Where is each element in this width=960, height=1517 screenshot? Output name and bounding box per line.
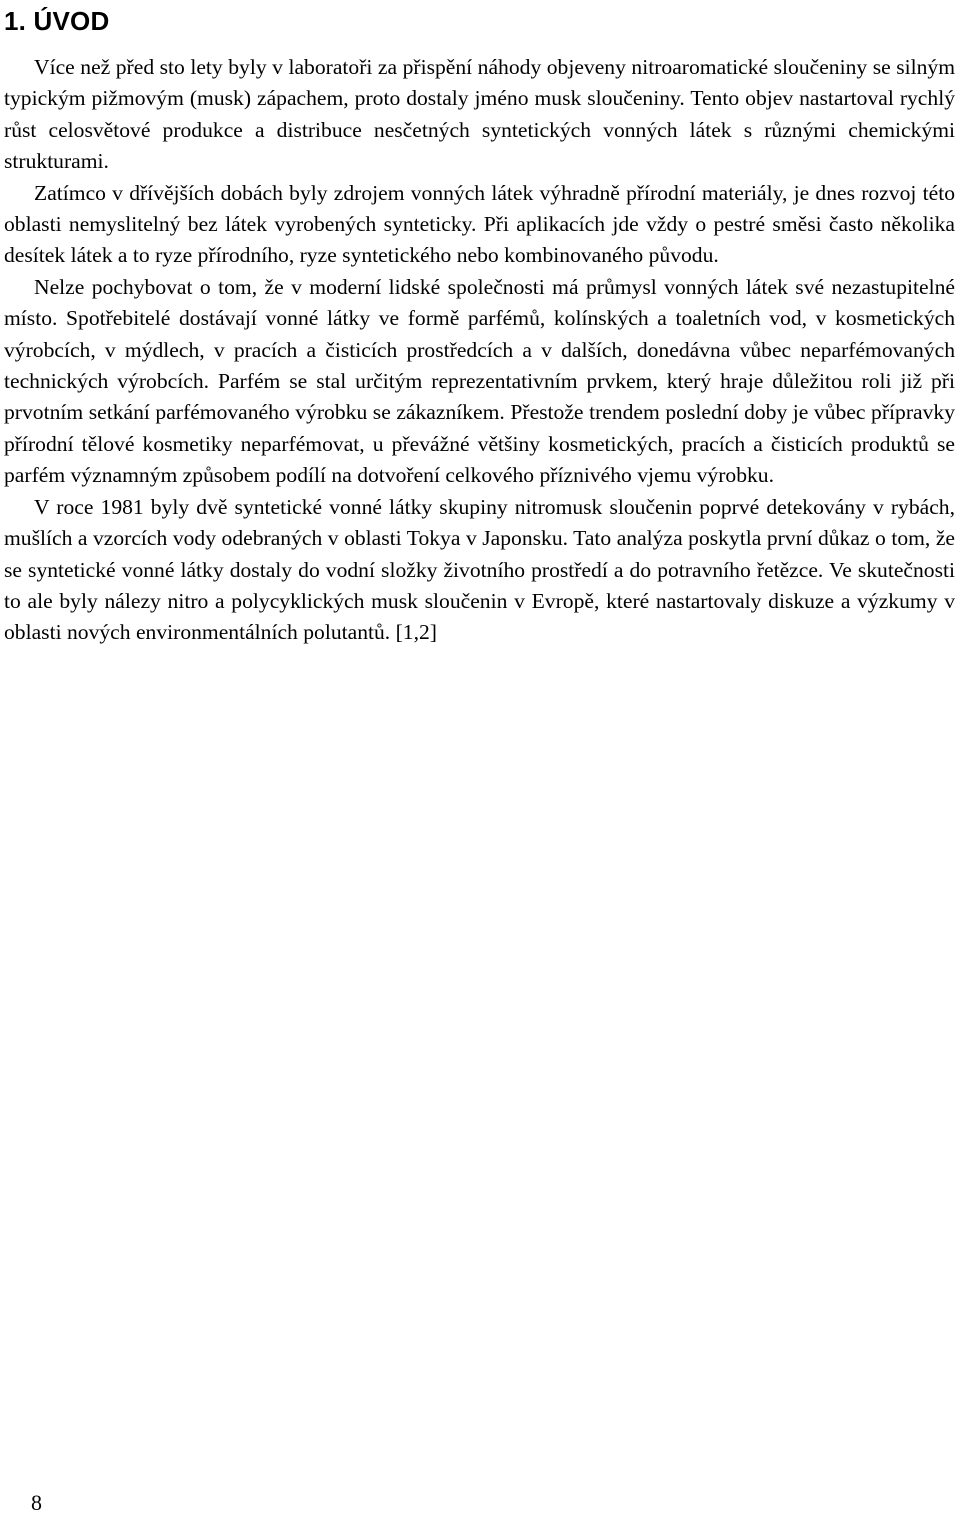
paragraph-sources: Zatímco v dřívějších dobách byly zdrojem vonných látek výhradně přírodní materiály, je dnes rozvoj této oblasti nemyslitelný bez látek vyrobených synteticky. Při aplikacích jde vždy o pestré směsi často několika desítek látek a to ryze přírodního, ryze syntetického nebo kombinovaného původu. [4, 180, 955, 268]
section-heading: 1. ÚVOD [4, 6, 110, 36]
paragraph-industry: Nelze pochybovat o tom, že v moderní lidské společnosti má průmysl vonných látek své nezastupitelné místo. Spotřebitelé dostávají vonné látky ve formě parfémů, kolínských a toaletních vod, v kosmetických výrobcích, v mýdlech, v pracích a čisticích prostředcích a v dalších, donedávna vůbec neparfémovaných technických výrobcích. Parfém se stal určitým reprezentativním prvkem, který hraje důležitou roli již při prvotním setkání parfémovaného výrobku se zákazníkem. Přestože trendem poslední doby je vůbec přípravky přírodní tělové kosmetiky neparfémovat, u převážné většiny kosmetických, pracích a čisticích produktů se parfém významným způsobem podílí na dotvoření celkového příznivého vjemu výrobku. [4, 274, 955, 488]
paragraph-detection: V roce 1981 byly dvě syntetické vonné látky skupiny nitromusk sloučenin poprvé detekovány v rybách, mušlích a vzorcích vody odebraných v oblasti Tokya v Japonsku. Tato analýza poskytla první důkaz o tom, že se syntetické vonné látky dostaly do vodní složky životního prostředí a do potravního řetězce. Ve skutečnosti to ale byly nálezy nitro a polycyklických musk sloučenin v Evropě, které nastartovaly diskuze a výzkumy v oblasti nových environmentálních polutantů. [1,2] [4, 494, 955, 645]
paragraph-intro: Více než před sto lety byly v laboratoři za přispění náhody objeveny nitroaromatické sloučeniny se silným typickým pižmovým (musk) zápachem, proto dostaly jméno musk sloučeniny. Tento objev nastartoval rychlý růst celosvětové produkce a distribuce nesčetných syntetických vonných látek s různými chemickými strukturami. [4, 55, 955, 174]
body-text [4, 52, 955, 649]
page-number: 8 [31, 1490, 42, 1515]
